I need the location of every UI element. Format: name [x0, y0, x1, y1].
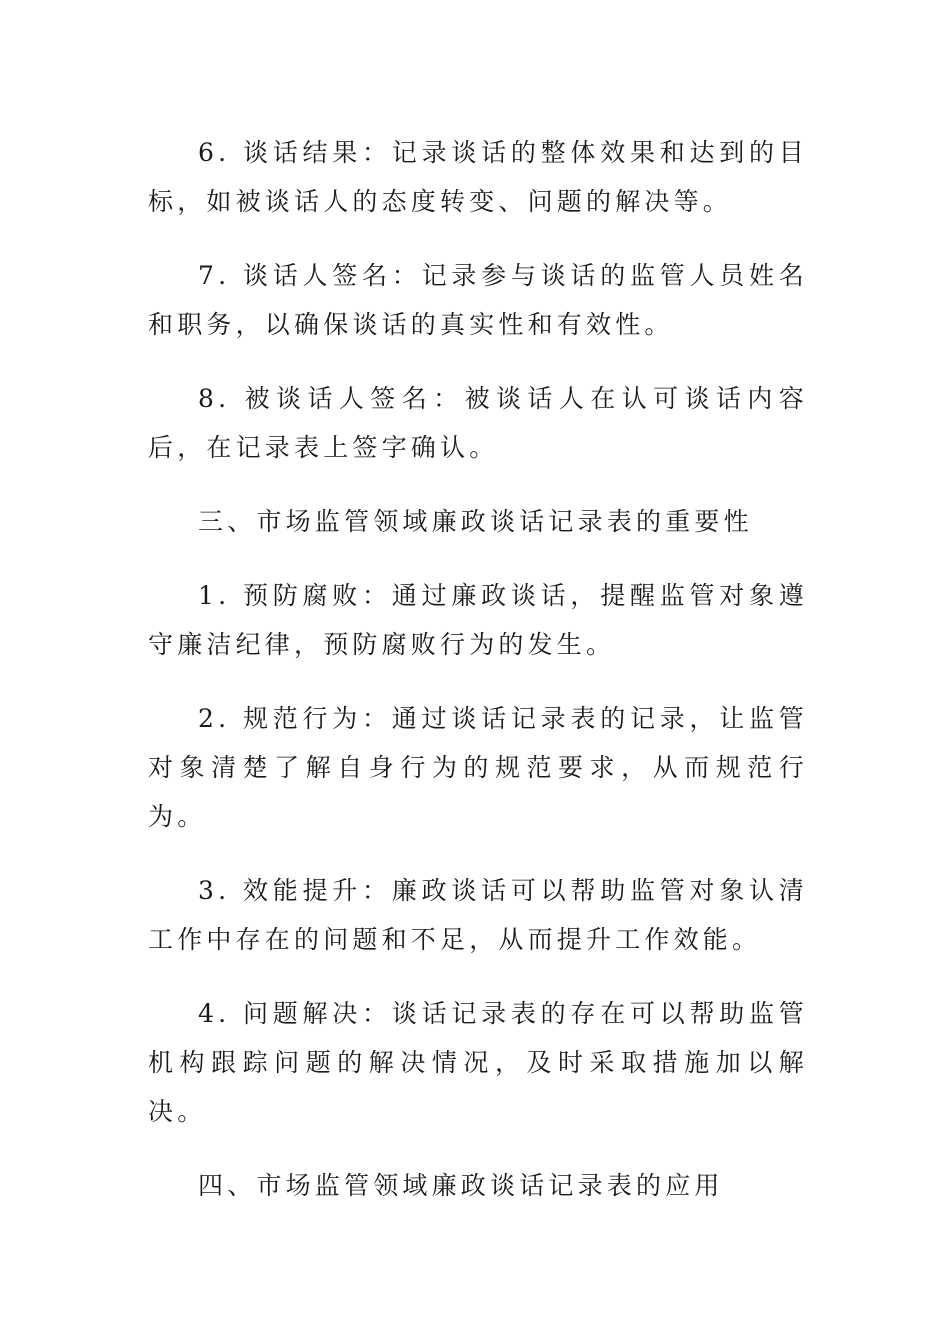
section-heading-importance: 三、市场监管领域廉政谈话记录表的重要性: [198, 507, 753, 536]
item-6-conversation-result: 6. 谈话结果：记录谈话的整体效果和达到的目标，如被谈话人的态度转变、问题的解决等。: [148, 138, 808, 216]
document-body: [148, 128, 808, 1235]
item-4-problem-solving: 4. 问题解决：谈话记录表的存在可以帮助监管机构跟踪问题的解决情况，及时采取措施加以解决。: [148, 999, 808, 1126]
item-7-interviewer-signature: 7. 谈话人签名：记录参与谈话的监管人员姓名和职务，以确保谈话的真实性和有效性。: [148, 261, 808, 339]
item-3-efficiency-improvement: 3. 效能提升：廉政谈话可以帮助监管对象认清工作中存在的问题和不足，从而提升工作效能。: [148, 876, 808, 954]
item-1-prevent-corruption: 1. 预防腐败：通过廉政谈话，提醒监管对象遵守廉洁纪律，预防腐败行为的发生。: [148, 581, 808, 659]
section-heading-application: 四、市场监管领域廉政谈话记录表的应用: [198, 1171, 724, 1200]
item-2-regulate-behavior: 2. 规范行为：通过谈话记录表的记录，让监管对象清楚了解自身行为的规范要求，从而规范行为。: [148, 704, 808, 831]
item-8-interviewee-signature: 8. 被谈话人签名：被谈话人在认可谈话内容后，在记录表上签字确认。: [148, 384, 808, 462]
